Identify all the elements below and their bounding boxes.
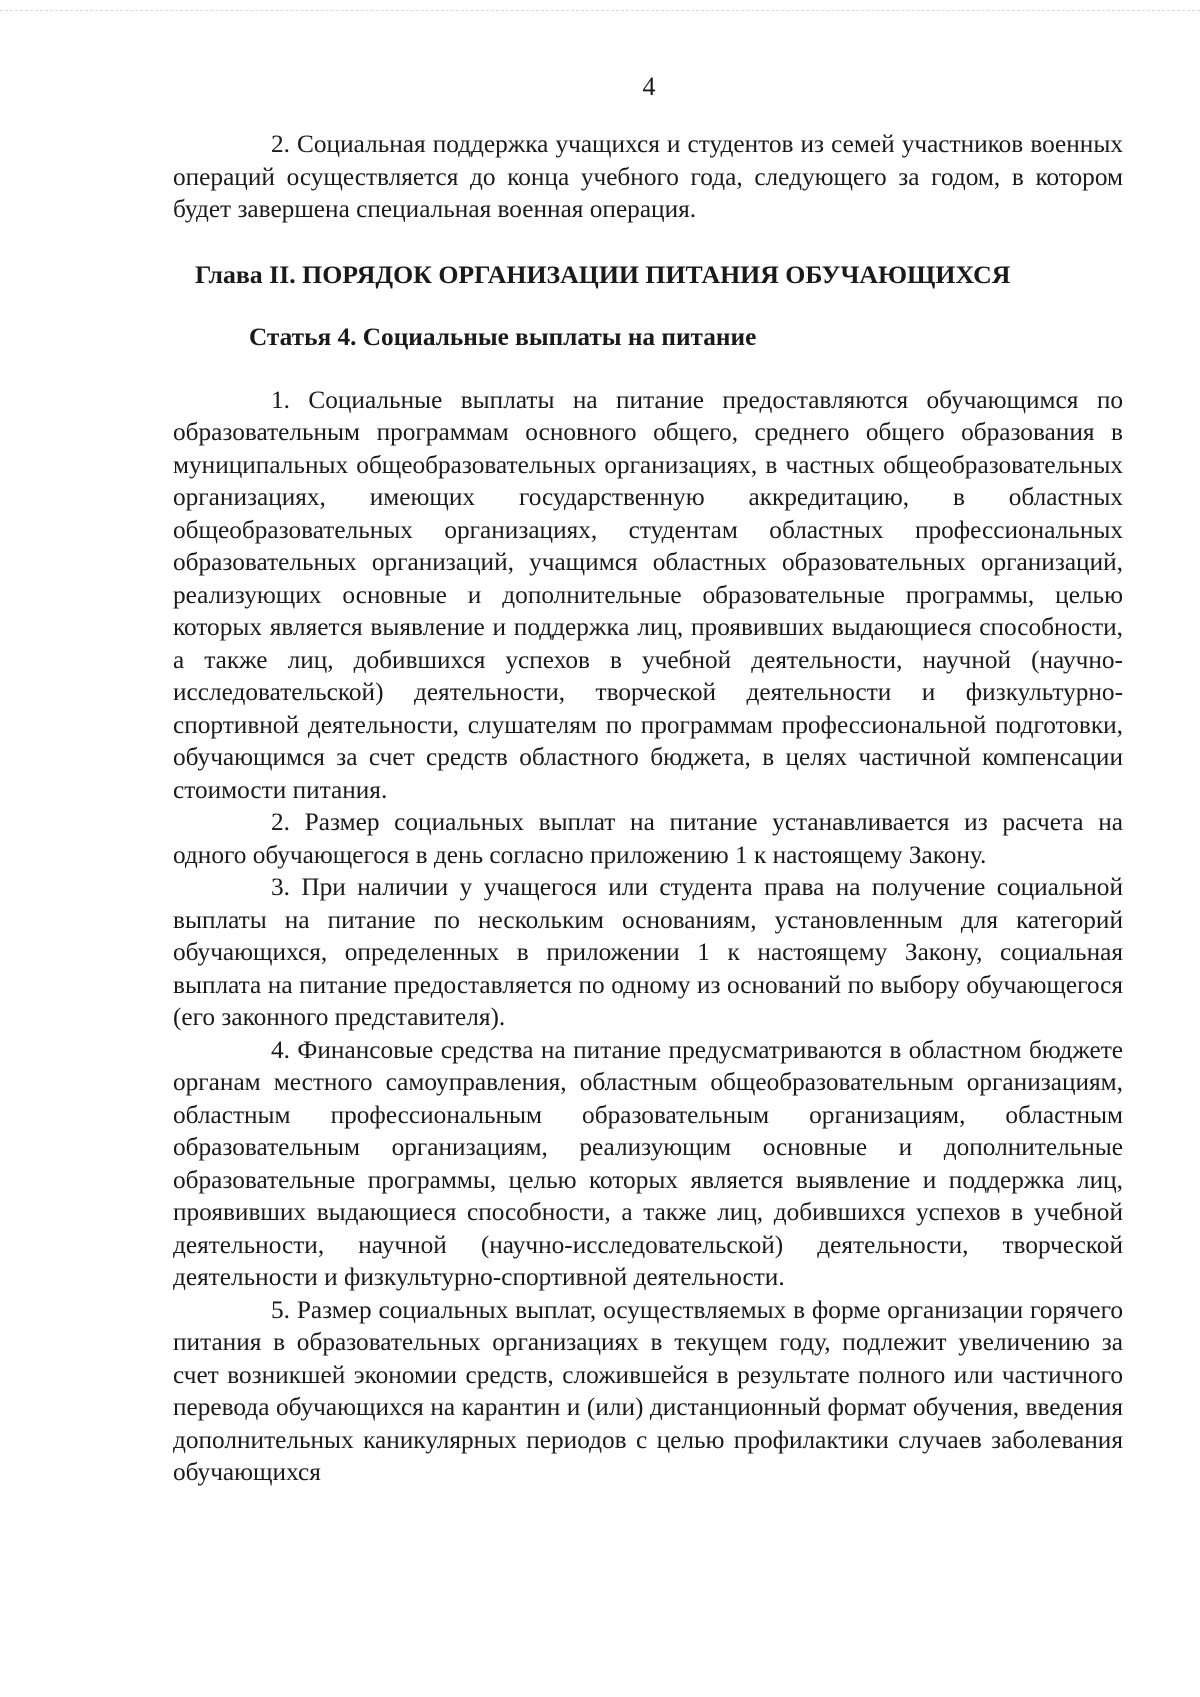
article-heading: Статья 4. Социальные выплаты на питание — [249, 322, 757, 351]
scan-edge-line — [0, 10, 1200, 11]
chapter-heading: Глава II. ПОРЯДОК ОРГАНИЗАЦИИ ПИТАНИЯ ОБУЧАЮЩИХСЯ — [195, 259, 1011, 289]
article-paragraph-2: 2. Размер социальных выплат на питание устанавливается из расчета на одного обучающегося в день согласно приложению 1 к настоящему Закону. — [173, 808, 1123, 869]
article-paragraph-3: 3. При наличии у учащегося или студента права на получение социальной выплаты на питание по нескольким основаниям, установленным для категорий обучающихся, определенных в приложении 1 к настоящему Закону, социальная выплата на питание предоставляется по одному из оснований по выбору обучающегося (его законного представителя). — [173, 873, 1123, 1031]
article-paragraph-4: 4. Финансовые средства на питание предусматриваются в областном бюджете органам местного самоуправления, областным общеобразовательным организациям, областным профессиональным образовательным организациям, областным образовательным организациям, реализующим основные и дополнительные образовательные программы, целью которых является выявление и поддержка лиц, проявивших выдающиеся способности, а также лиц, добившихся успехов в учебной деятельности, научной (научно-исследовательской) деятельности, творческой деятельности и физкультурно-спортивной деятельности. — [173, 1035, 1123, 1291]
document-page — [173, 70, 1123, 1489]
page-number: 4 — [642, 72, 656, 101]
article-paragraph-1: 1. Социальные выплаты на питание предоставляются обучающимся по образовательным программам основного общего, среднего общего образования в муниципальных общеобразовательных организациях, в частных общеобразовательных организациях, имеющих государственную аккредитацию, в областных общеобразовательных организациях, студентам областных профессиональных образовательных организаций, учащимся областных образовательных организаций, реализующих основные и дополнительные образовательные программы, целью которых является выявление и поддержка лиц, проявивших выдающиеся способности, а также лиц, добившихся успехов в учебной деятельности, научной (научно-исследовательской) деятельности, творческой деятельности и физкультурно-спортивной деятельности, слушателям по программам профессиональной подготовки, обучающимся за счет средств областного бюджета, в целях частичной компенсации стоимости питания. — [173, 385, 1123, 804]
intro-paragraph: 2. Социальная поддержка учащихся и студентов из семей участников военных операций осуществляется до конца учебного года, следующего за годом, в котором будет завершена специальная военная операция. — [173, 130, 1123, 223]
article-paragraph-5: 5. Размер социальных выплат, осуществляемых в форме организации горячего питания в образовательных организациях в текущем году, подлежит увеличению за счет возникшей экономии средств, сложившейся в результате полного или частичного перевода обучающихся на карантин и (или) дистанционный формат обучения, введения дополнительных каникулярных периодов с целью профилактики случаев заболевания обучающихся — [173, 1295, 1123, 1486]
